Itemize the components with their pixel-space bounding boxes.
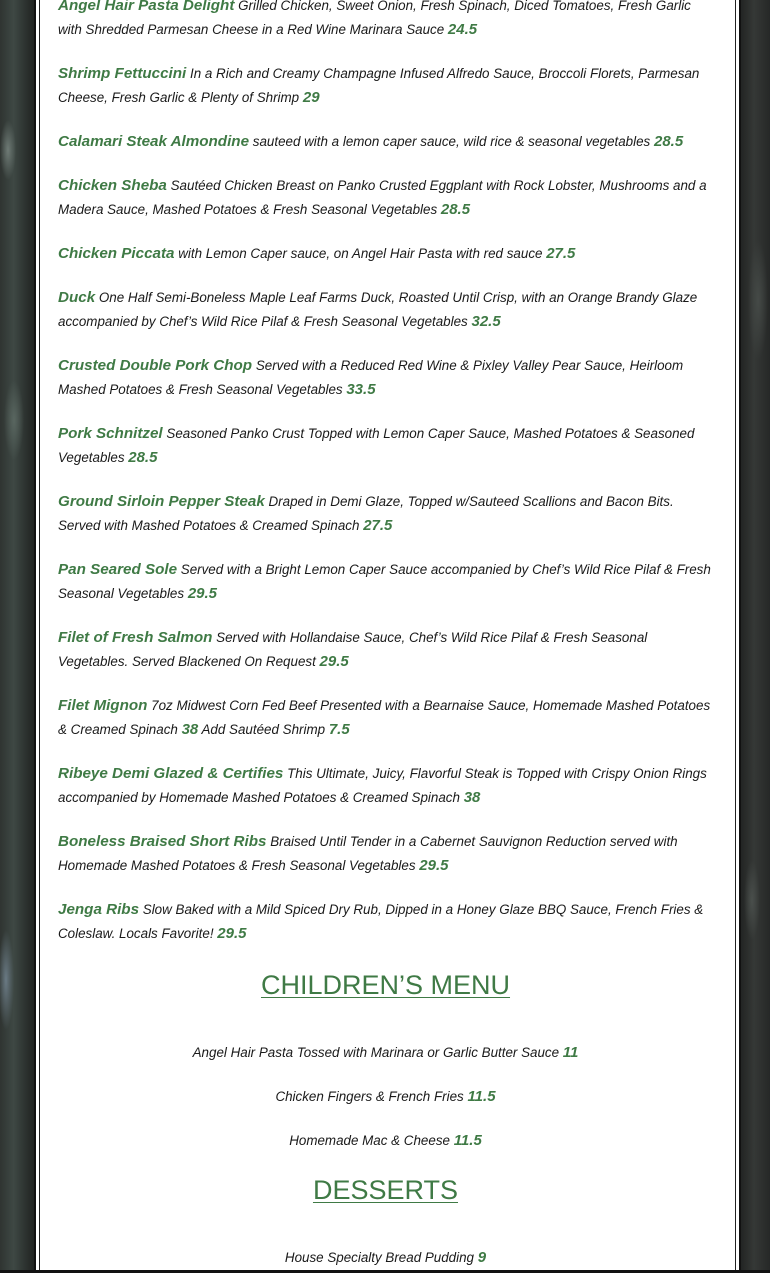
item-price: 38 bbox=[181, 721, 199, 738]
item-name: Chicken Piccata bbox=[58, 245, 175, 262]
menu-item bbox=[58, 762, 714, 810]
entree-list bbox=[58, 0, 714, 966]
item-price: 29.5 bbox=[319, 653, 349, 670]
item-name: Boneless Braised Short Ribs bbox=[58, 833, 267, 850]
item-price: 9 bbox=[477, 1249, 487, 1266]
item-description: sauteed with a lemon caper sauce, wild rice & seasonal vegetables bbox=[252, 134, 651, 149]
menu-item bbox=[58, 898, 714, 946]
childrens-menu-heading: CHILDREN’S MENU bbox=[260, 970, 511, 1000]
item-price: 29.5 bbox=[187, 585, 218, 602]
item-price: 32.5 bbox=[471, 313, 501, 330]
item-description: One Half Semi-Boneless Maple Leaf Farms Duck, Roasted Until Crisp, with an Orange Brandy Glaze accompanied by Chef’s Wild Rice Pilaf & Fresh Seasonal Vegetables bbox=[58, 290, 698, 329]
item-description: Slow Baked with a Mild Spiced Dry Rub, Dipped in a Honey Glaze BBQ Sauce, French Fries & Coleslaw. Locals Favorite! bbox=[58, 902, 704, 941]
background-left bbox=[0, 0, 34, 1273]
item-price: 38 bbox=[463, 789, 481, 806]
item-description: In a Rich and Creamy Champagne Infused Alfredo Sauce, Broccoli Florets, Parmesan Cheese, Fresh Garlic & Plenty of Shrimp bbox=[58, 66, 700, 105]
item-name: Calamari Steak Almondine bbox=[58, 133, 250, 150]
item-description: Braised Until Tender in a Cabernet Sauvignon Reduction served with Homemade Mashed Potatoes & Fresh Seasonal Vegetables bbox=[58, 834, 678, 873]
item-price: 29 bbox=[302, 89, 320, 106]
menu-item bbox=[58, 694, 714, 742]
item-name: Ribeye Demi Glazed & Certifies bbox=[58, 765, 284, 782]
menu-item bbox=[58, 830, 714, 878]
menu-item bbox=[58, 354, 714, 402]
menu-item bbox=[58, 130, 714, 154]
item-description: Chicken Fingers & French Fries bbox=[275, 1089, 464, 1104]
item-description: This Ultimate, Juicy, Flavorful Steak is Topped with Crispy Onion Rings accompanied by Homemade Mashed Potatoes & Creamed Spinach bbox=[58, 766, 707, 805]
item-description: Seasoned Panko Crust Topped with Lemon Caper Sauce, Mashed Potatoes & Seasoned Vegetables bbox=[58, 426, 695, 465]
item-description: Homemade Mac & Cheese bbox=[289, 1133, 450, 1148]
childrens-menu-item bbox=[34, 1129, 737, 1153]
menu-item bbox=[58, 422, 714, 470]
menu-item bbox=[58, 558, 714, 606]
menu-item bbox=[58, 242, 714, 266]
item-description: Grilled Chicken, Sweet Onion, Fresh Spinach, Diced Tomatoes, Fresh Garlic with Shredded Parmesan Cheese in a Red Wine Marinara Sauce bbox=[58, 0, 691, 37]
item-description: with Lemon Caper sauce, on Angel Hair Pasta with red sauce bbox=[178, 246, 543, 261]
item-addon-price: 7.5 bbox=[328, 721, 350, 738]
item-description: House Specialty Bread Pudding bbox=[284, 1250, 474, 1265]
item-name: Filet of Fresh Salmon bbox=[58, 629, 213, 646]
item-price: 27.5 bbox=[546, 245, 576, 262]
childrens-menu-item bbox=[34, 1041, 737, 1065]
item-description: Draped in Demi Glaze, Topped w/Sauteed Scallions and Bacon Bits. Served with Mashed Potatoes & Creamed Spinach bbox=[58, 494, 674, 533]
item-name: Angel Hair Pasta Delight bbox=[58, 0, 235, 14]
item-name: Ground Sirloin Pepper Steak bbox=[58, 493, 265, 510]
item-price: 24.5 bbox=[447, 21, 478, 38]
dessert-item bbox=[34, 1246, 737, 1270]
menu-item bbox=[58, 174, 714, 222]
item-name: Chicken Sheba bbox=[58, 177, 167, 194]
item-name: Shrimp Fettuccini bbox=[58, 65, 187, 82]
item-name: Duck bbox=[58, 289, 96, 306]
item-price: 29.5 bbox=[217, 925, 247, 942]
item-price: 29.5 bbox=[419, 857, 449, 874]
item-description: 7oz Midwest Corn Fed Beef Presented with a Bearnaise Sauce, Homemade Mashed Potatoes & Creamed Spinach bbox=[58, 698, 711, 737]
item-description: Served with a Reduced Red Wine & Pixley Valley Pear Sauce, Heirloom Mashed Potatoes & Fresh Seasonal Vegetables bbox=[58, 358, 684, 397]
item-description: Served with a Bright Lemon Caper Sauce accompanied by Chef’s Wild Rice Pilaf & Fresh Seasonal Vegetables bbox=[58, 562, 711, 601]
item-name: Pork Schnitzel bbox=[58, 425, 163, 442]
menu-item bbox=[58, 286, 714, 334]
menu-item bbox=[58, 490, 714, 538]
item-description: Sautéed Chicken Breast on Panko Crusted Eggplant with Rock Lobster, Mushrooms and a Madera Sauce, Mashed Potatoes & Fresh Seasonal Vegetables bbox=[58, 178, 707, 217]
item-price: 33.5 bbox=[346, 381, 376, 398]
desserts-heading: DESSERTS bbox=[312, 1175, 459, 1205]
item-description: Served with Hollandaise Sauce, Chef’s Wild Rice Pilaf & Fresh Seasonal Vegetables. Served Blackened On Request bbox=[58, 630, 648, 669]
background-right bbox=[738, 0, 770, 1273]
menu-item bbox=[58, 626, 714, 674]
item-price: 28.5 bbox=[653, 133, 684, 150]
item-addon: Add Sautéed Shrimp bbox=[201, 722, 326, 737]
item-name: Crusted Double Pork Chop bbox=[58, 357, 253, 374]
item-name: Pan Seared Sole bbox=[58, 561, 178, 578]
childrens-menu-item bbox=[34, 1085, 737, 1109]
item-price: 28.5 bbox=[440, 201, 471, 218]
item-price: 11 bbox=[562, 1044, 579, 1061]
item-name: Filet Mignon bbox=[58, 697, 148, 714]
menu-item bbox=[58, 62, 714, 110]
item-price: 11.5 bbox=[467, 1088, 496, 1105]
item-price: 28.5 bbox=[128, 449, 158, 466]
item-price: 27.5 bbox=[363, 517, 393, 534]
item-price: 11.5 bbox=[453, 1132, 482, 1149]
menu-item bbox=[58, 0, 714, 42]
item-description: Angel Hair Pasta Tossed with Marinara or Garlic Butter Sauce bbox=[192, 1045, 560, 1060]
item-name: Jenga Ribs bbox=[58, 901, 140, 918]
